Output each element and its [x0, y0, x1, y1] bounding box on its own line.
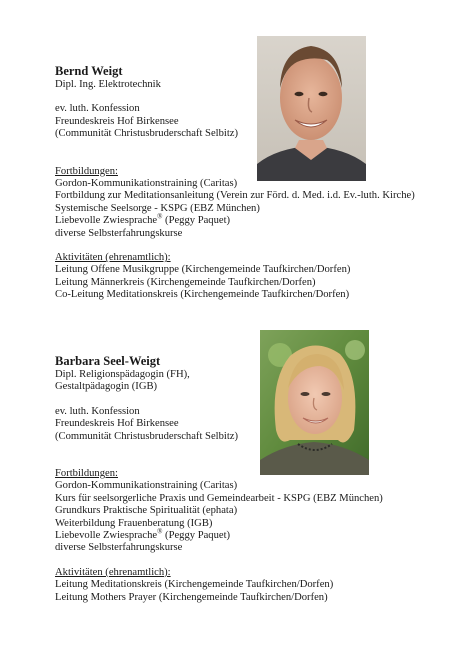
person-name: Bernd Weigt	[55, 64, 123, 78]
registered-mark: ®	[157, 527, 163, 536]
activities-heading: Aktivitäten (ehrenamtlich):	[55, 566, 171, 578]
activity-item: Leitung Meditationskreis (Kirchengemeinde Taufkirchen/Dorfen)	[55, 579, 334, 591]
training-item: Weiterbildung Frauenberatung (IGB)	[55, 517, 213, 529]
person-name: Barbara Seel-Weigt	[55, 354, 161, 368]
degree-line: Dipl. Ing. Elektrotechnik	[55, 79, 161, 90]
profile-bernd	[55, 64, 465, 302]
training-item: Liebevolle Zwiesprache® (Peggy Paquet)	[55, 212, 231, 227]
affiliation-line: (Communität Christusbruderschaft Selbitz)	[55, 128, 239, 140]
training-heading: Fortbildungen:	[55, 165, 118, 177]
training-heading: Fortbildungen:	[55, 468, 118, 480]
degree-line: Gestaltpädagogin (IGB)	[55, 381, 158, 393]
activities-heading: Aktivitäten (ehrenamtlich):	[55, 252, 171, 264]
activity-item: Co-Leitung Meditationskreis (Kirchengemeinde Taufkirchen/Dorfen)	[55, 289, 350, 301]
registered-mark: ®	[157, 212, 163, 221]
training-item: Systemische Seelsorge - KSPG (EBZ München)	[55, 202, 260, 214]
activity-item: Leitung Mothers Prayer (Kirchengemeinde Taufkirchen/Dorfen)	[55, 591, 328, 603]
training-item: Gordon-Kommunikationstraining (Caritas)	[55, 480, 238, 492]
training-item: Liebevolle Zwiesprache® (Peggy Paquet)	[55, 527, 231, 542]
training-item: Grundkurs Praktische Spiritualität (ephata)	[55, 505, 238, 517]
training-item: Kurs für seelsorgerliche Praxis und Gemeindearbeit - KSPG (EBZ München)	[55, 492, 383, 504]
training-item: Fortbildung zur Meditationsanleitung (Verein zur Förd. d. Med. i.d. Ev.-luth. Kirche)	[55, 190, 415, 202]
affiliation-line: Freundeskreis Hof Birkensee	[55, 115, 179, 127]
degree-line: Dipl. Religionspädagogin (FH),	[55, 369, 190, 380]
training-item: Gordon-Kommunikationstraining (Caritas)	[55, 178, 238, 190]
activity-item: Leitung Männerkreis (Kirchengemeinde Taufkirchen/Dorfen)	[55, 276, 316, 288]
profile-barbara	[55, 354, 465, 604]
affiliation-line: (Communität Christusbruderschaft Selbitz)	[55, 430, 239, 442]
affiliation-line: ev. luth. Konfession	[55, 103, 140, 115]
affiliation-line: ev. luth. Konfession	[55, 405, 140, 417]
training-item: diverse Selbsterfahrungskurse	[55, 227, 183, 239]
affiliation-line: Freundeskreis Hof Birkensee	[55, 418, 179, 430]
training-item: diverse Selbsterfahrungskurse	[55, 542, 183, 554]
activity-item: Leitung Offene Musikgruppe (Kirchengemeinde Taufkirchen/Dorfen)	[55, 264, 351, 276]
